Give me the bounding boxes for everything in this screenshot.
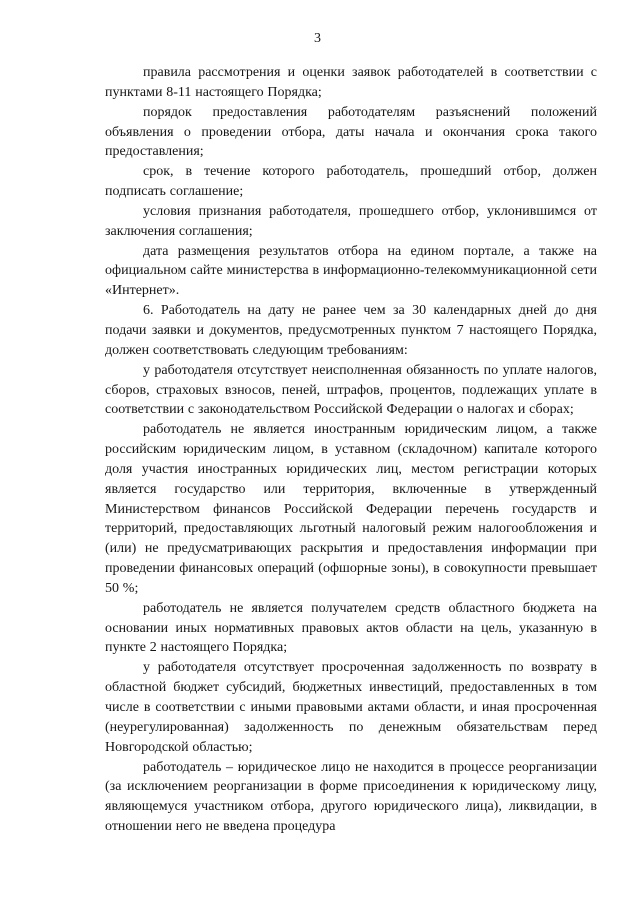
paragraph-agreement-deadline: срок, в течение которого работодатель, прошедший отбор, должен подписать соглашение; [105,164,597,200]
paragraph-review-rules: правила рассмотрения и оценки заявок работодателей в соответствии с пунктами 8-11 настоящего Порядка; [105,65,597,100]
paragraph-budget-funds: работодатель не является получателем средств областного бюджета на основании иных нормативных правовых актов области на цель, указанную в пункте 2 настоящего Порядка; [105,600,597,656]
document-body [105,63,597,837]
paragraph-evasion-conditions: условия признания работодателя, прошедшего отбор, уклонившимся от заключения соглашения; [105,203,597,239]
paragraph-results-publication: дата размещения результатов отбора на едином портале, а также на официальном сайте министерства в информационно-телекоммуникационной сети «Интернет». [105,243,597,299]
paragraph-reorganization: работодатель – юридическое лицо не находится в процессе реорганизации (за исключением реорганизации в форме присоединения к юридическому лицу, являющемуся участником отбора, другого юридического лица), ликвидации, в отношении него не введена процедура [105,759,597,835]
page-number: 3 [314,31,321,46]
paragraph-overdue-debt: у работодателя отсутствует просроченная задолженность по возврату в областной бюджет субсидий, бюджетных инвестиций, предоставленных в том числе в соответствии с иными правовыми актами области, и иная просроченная (неурегулированная) задолженность по денежным обязательствам перед Новгородской областью; [105,660,597,755]
paragraph-tax-obligations: у работодателя отсутствует неисполненная обязанность по уплате налогов, сборов, страховых взносов, пеней, штрафов, процентов, подлежащих уплате в соответствии с законодательством Российской Федерации о налогах и сборах; [105,362,597,418]
paragraph-clarification-order: порядок предоставления работодателям разъяснений положений объявления о проведении отбора, даты начала и окончания срока такого предоставления; [105,104,597,160]
paragraph-employer-requirements: 6. Работодатель на дату не ранее чем за 30 календарных дней до дня подачи заявки и документов, предусмотренных пунктом 7 настоящего Порядка, должен соответствовать следующим требованиям: [105,303,597,358]
paragraph-foreign-entity: работодатель не является иностранным юридическим лицом, а также российским юридическим лицом, в уставном (складочном) капитале которого доля участия иностранных юридических лиц, местом регистрации которых является государство или территория, включенные в утвержденный Министерством финансов Российской Федерации перечень государств и территорий, предоставляющих льготный налоговый режим налогообложения и (или) не предусматривающих раскрытия и предоставления информации при проведении финансовых операций (офшорные зоны), в совокупности превышает 50 %; [105,422,597,596]
